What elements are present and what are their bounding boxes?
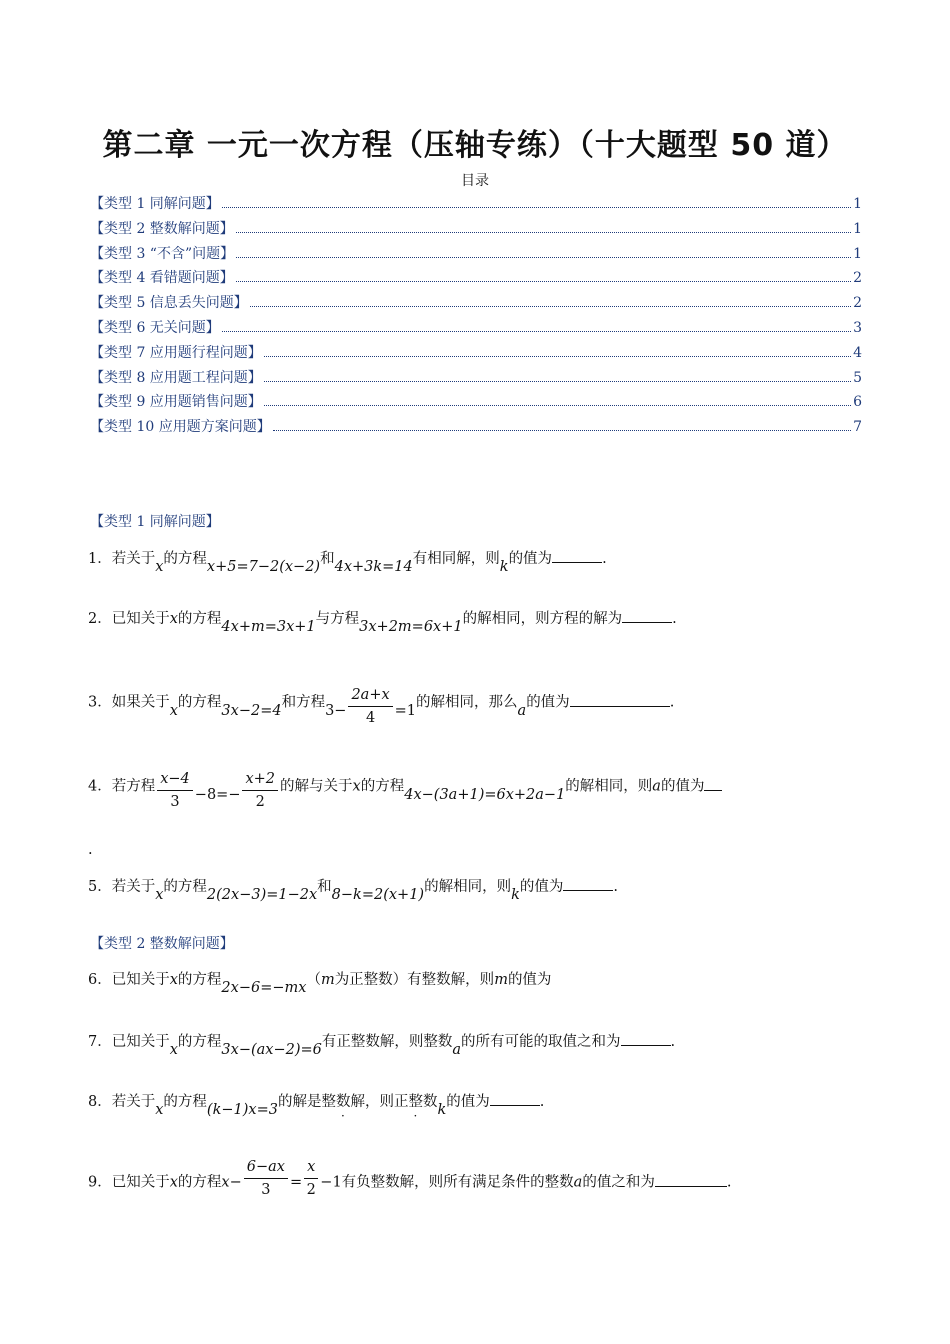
toc-page: 1	[853, 196, 862, 212]
text: .	[602, 551, 607, 567]
text: 的方程	[163, 1094, 207, 1110]
toc-label: 【类型 10 应用题方案问题】	[90, 419, 271, 436]
question-number: 1．	[88, 551, 112, 567]
math-var: a	[452, 1042, 462, 1058]
math-var: x	[155, 559, 164, 575]
equation: =	[289, 1174, 303, 1191]
text: 的方程	[177, 611, 222, 627]
toc-label: 【类型 8 应用题工程问题】	[90, 369, 262, 386]
equation: =1	[394, 702, 417, 719]
text: 的解与关于	[280, 778, 353, 795]
fraction-denominator: 4	[365, 710, 376, 726]
fraction-denominator: 2	[255, 794, 265, 810]
question-4-end	[88, 840, 868, 860]
text: .	[670, 1034, 676, 1050]
equation: 2(2x−3)=1−2x	[206, 887, 318, 903]
text: 的方程	[163, 879, 207, 895]
text: 的方程	[177, 1174, 222, 1191]
toc-label: 【类型 1 同解问题】	[90, 196, 220, 212]
question-number: 6．	[88, 972, 112, 988]
equation: (k−1)x=3	[206, 1102, 278, 1118]
math-var: x	[155, 1102, 164, 1118]
toc-label: 【类型 2 整数解问题】	[90, 220, 234, 237]
text: 的方程	[177, 694, 222, 711]
toc-label: 【类型 6 无关问题】	[90, 319, 220, 336]
answer-blank[interactable]	[552, 548, 602, 563]
toc-label: 【类型 7 应用题行程问题】	[90, 344, 262, 361]
text: 若方程	[111, 778, 156, 795]
text: 已知关于	[111, 1034, 170, 1050]
toc-leader	[236, 257, 851, 258]
toc-leader	[236, 232, 851, 233]
text: .	[726, 1174, 732, 1191]
question-number: 3．	[88, 694, 112, 711]
text: 和	[320, 551, 335, 567]
answer-blank[interactable]	[622, 608, 672, 623]
fraction-numerator: 2a+x	[348, 684, 392, 707]
text: 的解相同，那么	[416, 694, 518, 711]
math-var: a	[652, 778, 661, 795]
text: 的值为	[519, 879, 564, 895]
toc-item-6[interactable]	[90, 317, 862, 342]
text: 和方程	[281, 694, 326, 711]
text: 与方程	[315, 611, 360, 627]
text: 已知关于	[111, 611, 170, 627]
toc-page: 5	[853, 369, 862, 386]
question-number: 8．	[88, 1094, 112, 1110]
fraction-numerator: x+2	[242, 768, 278, 791]
text: 的方程	[360, 778, 405, 795]
math-var: m	[494, 972, 508, 988]
question-4	[88, 764, 868, 809]
text: 有正整数解，则整数	[321, 1034, 453, 1050]
equation: 2x−6=−mx	[221, 980, 307, 996]
question-number: 7．	[88, 1034, 112, 1050]
text: 的解相同，则	[565, 778, 653, 795]
toc-label: 【类型 4 看错题问题】	[90, 270, 234, 287]
fraction-numerator: x	[304, 1156, 318, 1179]
equation: 4x+m=3x+1	[221, 619, 316, 635]
question-6	[88, 970, 868, 996]
text: 有相同解，则	[412, 551, 500, 567]
section-heading-2: 【类型 2 整数解问题】	[90, 936, 234, 952]
text: 为正整数）有整数解，则	[334, 972, 495, 988]
text: 若关于	[111, 551, 156, 567]
fraction-denominator: 3	[261, 1182, 271, 1198]
toc-item-2[interactable]	[90, 218, 862, 243]
question-1	[88, 548, 868, 575]
toc-leader	[264, 381, 851, 382]
text: .	[539, 1094, 545, 1110]
toc-label: 【类型 5 信息丢失问题】	[90, 295, 248, 312]
page-title: 第二章 一元一次方程（压轴专练）（十大题型 50 道）	[102, 128, 848, 163]
toc-leader	[264, 405, 851, 406]
text: 的值之和为	[582, 1174, 655, 1191]
math-var: m	[320, 972, 335, 988]
toc-leader	[222, 207, 851, 208]
text: （	[306, 972, 321, 988]
fraction-numerator: 6−ax	[244, 1156, 288, 1179]
text: 已知关于	[111, 1174, 170, 1191]
text: .	[669, 694, 675, 711]
math-var: a	[573, 1174, 583, 1191]
toc-label: 【类型 9 应用题销售问题】	[90, 394, 262, 411]
toc-item-9[interactable]	[90, 391, 862, 416]
fraction-numerator: x−4	[157, 768, 193, 791]
text: 的值为	[526, 694, 570, 711]
text: 若关于	[111, 1094, 156, 1110]
text: 的所有可能的取值之和为	[461, 1034, 621, 1050]
toc-leader	[222, 331, 851, 332]
text: 的值为	[507, 972, 552, 988]
toc-page: 7	[853, 419, 862, 436]
math-var: a	[517, 702, 527, 719]
math-var: x	[169, 702, 178, 719]
toc-page: 2	[853, 295, 862, 312]
math-var: x	[169, 1042, 178, 1058]
math-var: k	[499, 559, 509, 575]
fraction	[157, 768, 193, 813]
toc-leader	[264, 356, 851, 357]
question-9	[88, 1160, 868, 1205]
question-number: 4．	[88, 778, 112, 795]
equation: 4x+3k=14	[334, 559, 413, 575]
toc-leader	[236, 281, 851, 282]
equation: 3x−(ax−2)=6	[221, 1042, 322, 1058]
section-heading-1: 【类型 1 同解问题】	[90, 514, 220, 530]
toc-item-10[interactable]	[90, 416, 862, 441]
text: .	[613, 879, 618, 895]
question-number: 5．	[88, 879, 112, 895]
toc-page: 1	[853, 245, 862, 262]
equation: 3−	[325, 702, 347, 719]
toc-leader	[250, 306, 851, 307]
text: .	[88, 842, 93, 858]
math-var: x	[352, 778, 361, 795]
question-5	[88, 876, 868, 903]
toc-leader	[273, 430, 851, 431]
text: 的方程	[177, 972, 222, 988]
text: 的值为	[446, 1094, 490, 1110]
fraction	[304, 1156, 318, 1201]
toc-page: 6	[853, 394, 862, 411]
toc-item-3[interactable]	[90, 243, 862, 268]
text: 的值为	[508, 551, 553, 567]
equation: −1	[320, 1174, 342, 1191]
equation: 8−k=2(x+1)	[331, 887, 425, 903]
toc-page: 4	[853, 344, 862, 361]
emphasis-text: 整数解	[321, 1094, 365, 1110]
text: ，则	[364, 1094, 394, 1110]
fraction	[348, 684, 392, 729]
emphasis-text: 正整数	[393, 1094, 438, 1110]
text: 有负整数解，则所有满足条件的整数	[341, 1174, 574, 1191]
equation: 3x+2m=6x+1	[359, 619, 463, 635]
table-of-contents	[90, 193, 862, 441]
equation: −8=−	[194, 786, 241, 803]
text: 若关于	[111, 879, 156, 895]
text: 的方程	[177, 1034, 222, 1050]
fraction-denominator: 3	[170, 794, 180, 810]
fraction	[242, 768, 278, 813]
text: 和	[317, 879, 332, 895]
math-var: x	[169, 1174, 178, 1191]
text: .	[672, 611, 677, 627]
toc-item-4[interactable]	[90, 267, 862, 292]
answer-blank[interactable]	[563, 876, 613, 891]
toc-item-5[interactable]	[90, 292, 862, 317]
question-number: 2．	[88, 611, 112, 627]
toc-item-7[interactable]	[90, 342, 862, 367]
text: 的解相同，则	[424, 879, 512, 895]
math-var: x	[169, 611, 178, 627]
text: 的解相同，则方程的解为	[462, 611, 623, 627]
toc-item-1[interactable]	[90, 193, 862, 218]
toc-heading: 目录	[461, 173, 489, 189]
equation: 3x−2=4	[221, 702, 282, 719]
toc-page: 3	[853, 319, 862, 336]
text: 如果关于	[111, 694, 170, 711]
answer-blank[interactable]	[621, 1031, 671, 1046]
math-var: x	[169, 972, 178, 988]
math-var: k	[511, 887, 520, 903]
question-2	[88, 608, 868, 635]
math-var: k	[437, 1102, 447, 1118]
text: 的方程	[163, 551, 207, 567]
text: 已知关于	[111, 972, 170, 988]
question-7	[88, 1031, 868, 1058]
text: 的解是	[277, 1094, 322, 1110]
fraction-denominator: 2	[306, 1182, 316, 1198]
question-3	[88, 680, 868, 725]
answer-blank[interactable]	[704, 776, 722, 791]
toc-label: 【类型 3 “不含”问题】	[90, 245, 235, 262]
question-number: 9．	[88, 1174, 112, 1191]
equation: x−	[221, 1174, 242, 1191]
math-var: x	[155, 887, 164, 903]
question-8	[88, 1091, 868, 1118]
toc-item-8[interactable]	[90, 367, 862, 392]
answer-blank[interactable]	[490, 1091, 540, 1106]
text: 的值为	[660, 778, 705, 795]
toc-page: 2	[853, 270, 862, 287]
answer-blank[interactable]	[655, 1172, 727, 1187]
toc-page: 1	[853, 220, 862, 237]
equation: x+5=7−2(x−2)	[206, 559, 321, 575]
equation: 4x−(3a+1)=6x+2a−1	[404, 786, 566, 803]
answer-blank[interactable]	[570, 692, 670, 707]
fraction	[244, 1156, 288, 1201]
